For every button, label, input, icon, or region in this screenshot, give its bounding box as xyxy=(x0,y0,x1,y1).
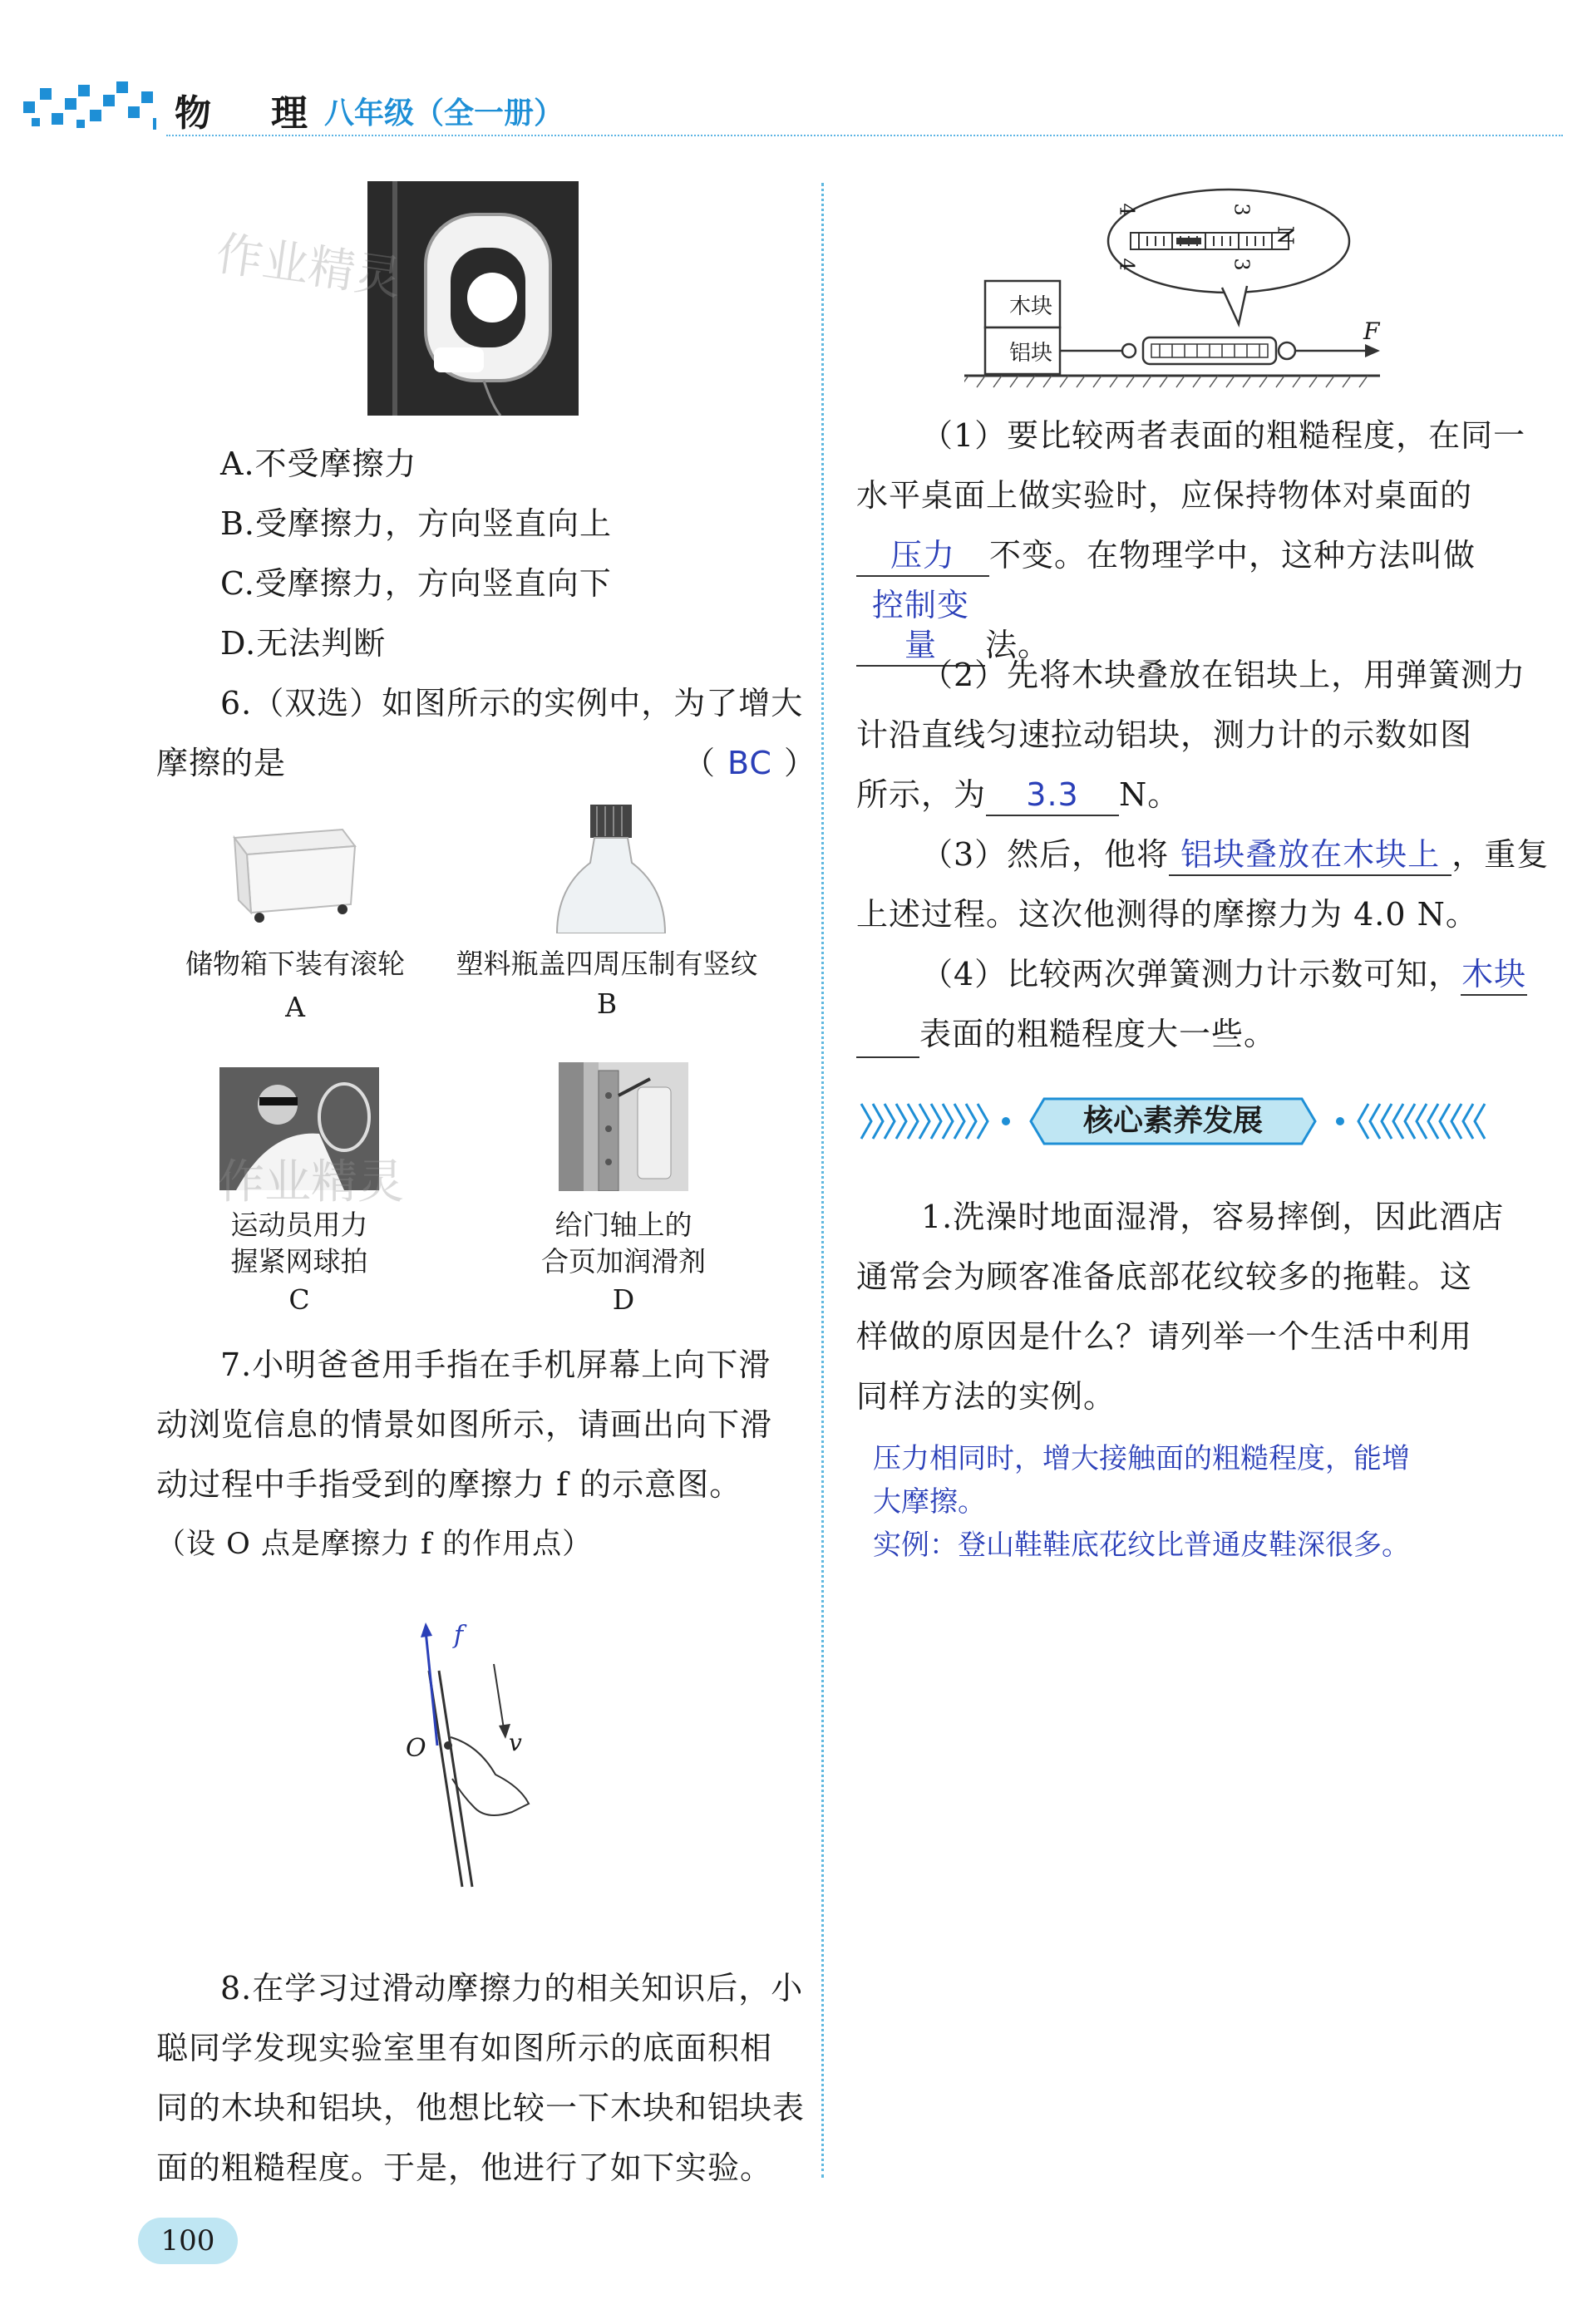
q6-line1: 6.（双选）如图所示的实例中，为了增大 xyxy=(220,685,804,721)
q6-caption-b: 塑料瓶盖四周压制有竖纹 xyxy=(456,948,758,980)
label-tick-4-top: 4 xyxy=(1115,203,1139,216)
q8-line4: 面的粗糙程度。于是，他进行了如下实验。 xyxy=(156,2149,773,2186)
header-subject: 物 理 xyxy=(175,92,319,135)
q8-line1: 8.在学习过滑动摩擦力的相关知识后，小 xyxy=(220,1970,804,2006)
p4-answer: 木块 xyxy=(1461,954,1527,996)
q5-option-c: C.受摩擦力，方向竖直向下 xyxy=(220,565,612,602)
s1-answer-line1: 压力相同时，增大接触面的粗糙程度，能增 xyxy=(873,1442,1410,1475)
bracket-close: ） xyxy=(783,745,816,781)
q6-letter-b: B xyxy=(596,987,618,1020)
q6-letter-d: D xyxy=(612,1283,635,1316)
label-wood: 木块 xyxy=(1009,294,1053,319)
p1-answer2: 控制变量 xyxy=(856,585,985,667)
watermark: 作业精灵 xyxy=(212,226,405,307)
p3-line1 xyxy=(921,825,1549,884)
section-title: 核心素养发展 xyxy=(1082,1104,1263,1138)
label-tick-4-bottom: 4 xyxy=(1115,258,1139,271)
label-newton: N xyxy=(1272,225,1298,245)
q5-option-d: D.无法判断 xyxy=(220,625,387,662)
q7-line2: 动浏览信息的情景如图所示，请画出向下滑 xyxy=(156,1406,773,1443)
header-grade: 八年级（全一册） xyxy=(324,96,564,130)
p4-line1-text: （4）比较两次弹簧测力计示数可知， xyxy=(921,956,1461,992)
q6-caption-d: 给门轴上的 合页加润滑剂 xyxy=(541,1209,706,1278)
p1-line3 xyxy=(856,525,1476,585)
storage-box-image xyxy=(218,821,359,929)
q6-letter-c: C xyxy=(288,1283,310,1316)
q6-caption-c: 运动员用力 握紧网球拍 xyxy=(230,1209,368,1278)
q6-caption-a: 储物箱下装有滚轮 xyxy=(185,948,405,980)
q5-option-b: B.受摩擦力，方向竖直向上 xyxy=(220,505,613,542)
p3-answer: 铝块叠放在木块上 xyxy=(1169,835,1451,876)
label-tick-3-bottom: 3 xyxy=(1230,258,1254,271)
p1-line4-text: 法。 xyxy=(985,627,1051,663)
q6-line2: 摩擦的是 xyxy=(156,745,287,781)
s1-answer-line2: 大摩擦。 xyxy=(873,1485,986,1519)
header-decoration xyxy=(23,76,156,135)
watermark-2: 作业精灵 xyxy=(218,1155,404,1209)
header-rule xyxy=(166,135,1563,136)
door-hinge-image xyxy=(559,1062,688,1191)
p4-blank-continuation xyxy=(856,1017,919,1058)
label-force: F xyxy=(1363,318,1380,345)
q7-line4: （设 O 点是摩擦力 f 的作用点） xyxy=(156,1528,593,1561)
p3-line2: 上述过程。这次他测得的摩擦力为 4.0 N。 xyxy=(856,896,1478,933)
p2-line2: 计沿直线匀速拉动铝块，测力计的示数如图 xyxy=(856,716,1473,753)
s1-answer-line3: 实例：登山鞋鞋底花纹比普通皮鞋深很多。 xyxy=(873,1529,1410,1562)
q6-letter-a: A xyxy=(285,991,305,1023)
p1-line2: 水平桌面上做实验时，应保持物体对桌面的 xyxy=(856,477,1473,514)
q8-line2: 聪同学发现实验室里有如图所示的底面积相 xyxy=(156,2030,773,2066)
q7-line1: 7.小明爸爸用手指在手机屏幕上向下滑 xyxy=(220,1347,771,1383)
q5-option-a: A.不受摩擦力 xyxy=(220,446,417,482)
label-al: 铝块 xyxy=(1009,341,1053,366)
q6-answer: BC xyxy=(727,745,772,781)
label-o: O xyxy=(406,1734,426,1763)
q6-answer-bracket xyxy=(683,733,816,793)
label-f: f xyxy=(454,1621,464,1650)
p4-line1 xyxy=(921,944,1527,1004)
checker-pattern-icon xyxy=(23,76,156,135)
bracket-open: （ xyxy=(683,745,717,781)
q8-line3: 同的木块和铝块，他想比较一下木块和铝块表 xyxy=(156,2090,806,2126)
s1-line1: 1.洗澡时地面湿滑，容易摔倒，因此酒店 xyxy=(921,1199,1505,1235)
label-v: v xyxy=(509,1729,522,1756)
p2-answer: 3.3 xyxy=(986,775,1119,816)
s1-line3: 样做的原因是什么？请列举一个生活中利用 xyxy=(856,1318,1473,1355)
s1-line4: 同样方法的实例。 xyxy=(856,1378,1116,1415)
p3-line1a: （3）然后，他将 xyxy=(921,836,1170,873)
p2-line3 xyxy=(856,765,1180,825)
label-tick-3-top: 3 xyxy=(1230,203,1254,216)
bottle-cap-image xyxy=(549,805,673,933)
q7-line3: 动过程中手指受到的摩擦力 f 的示意图。 xyxy=(156,1466,742,1503)
p2-line3a: 所示，为 xyxy=(856,776,987,813)
p4-line2 xyxy=(856,1004,1276,1064)
p1-answer1: 压力 xyxy=(856,535,989,577)
p2-line1: （2）先将木块叠放在铝块上，用弹簧测力 xyxy=(921,657,1526,693)
column-divider xyxy=(821,183,824,2178)
s1-line2: 通常会为顾客准备底部花纹较多的拖鞋。这 xyxy=(856,1258,1473,1295)
p1-line1: （1）要比较两者表面的粗糙程度，在同一 xyxy=(921,417,1526,454)
p1-line3-text: 不变。在物理学中，这种方法叫做 xyxy=(989,537,1476,574)
page-number: 100 xyxy=(160,2224,215,2258)
p2-line3b: N。 xyxy=(1119,776,1180,813)
window-robot-image xyxy=(367,181,579,416)
p3-line1b: ，重复 xyxy=(1451,836,1550,873)
p4-line2-text: 表面的粗糙程度大一些。 xyxy=(919,1016,1277,1052)
